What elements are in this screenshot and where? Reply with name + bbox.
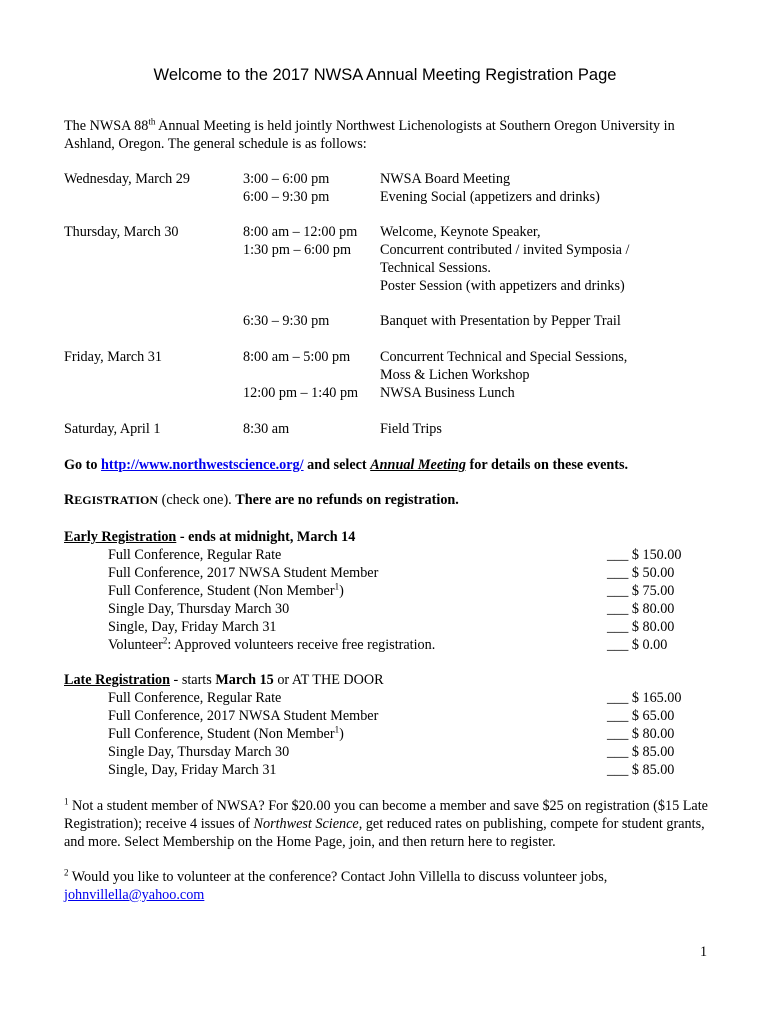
page-number: 1: [700, 944, 708, 960]
late-item: Single Day, Thursday March 30: [108, 744, 290, 760]
late-price[interactable]: ___ $ 80.00: [607, 726, 675, 742]
early-registration-heading: [64, 528, 355, 546]
early-price[interactable]: ___ $ 80.00: [607, 601, 675, 617]
footnote-1: [64, 797, 714, 851]
details-suffix: for details on these events.: [466, 457, 629, 473]
footnote-1-text: Not a student member of NWSA? For $20.00 you can become a member and save $25 on registration ($15 Late Registration); receive 4 issues of: [64, 798, 708, 832]
footnote-mark: 1: [64, 796, 69, 807]
schedule-event: Concurrent Technical and Special Sessions,: [380, 349, 628, 365]
intro-text-2: Annual Meeting is held jointly Northwest Lichenologists at Southern Oregon University in Ashland, Oregon. The general schedule is as follows:: [64, 118, 675, 152]
schedule-event: Technical Sessions.: [380, 260, 491, 276]
early-price[interactable]: ___ $ 150.00: [607, 547, 682, 563]
schedule-event: Poster Session (with appetizers and drinks): [380, 278, 625, 294]
schedule-time: 8:30 am: [243, 421, 290, 437]
schedule-event: Field Trips: [380, 421, 442, 437]
northwestscience-link[interactable]: http://www.northwestscience.org/: [101, 457, 304, 473]
item-label-end: ): [339, 583, 344, 599]
item-label: Full Conference, Student (Non Member: [108, 726, 335, 742]
no-refund-text: There are no refunds on registration.: [235, 492, 459, 508]
early-heading-suffix: - ends at midnight, March 14: [176, 529, 356, 545]
item-label: Full Conference, Student (Non Member: [108, 583, 335, 599]
footnote-ref: 1: [334, 581, 340, 592]
registration-heading: [64, 491, 459, 509]
early-item: Full Conference, Regular Rate: [108, 547, 282, 563]
late-item: Full Conference, Regular Rate: [108, 690, 282, 706]
late-heading-label: Late Registration: [64, 672, 170, 688]
early-item: Single Day, Thursday March 30: [108, 601, 290, 617]
schedule-event: Evening Social (appetizers and drinks): [380, 189, 600, 205]
schedule-event: Banquet with Presentation by Pepper Trail: [380, 313, 621, 329]
early-price[interactable]: ___ $ 80.00: [607, 619, 675, 635]
early-price[interactable]: ___ $ 50.00: [607, 565, 675, 581]
item-label-end: : Approved volunteers receive free registration.: [167, 637, 436, 653]
footnote-mark: 2: [64, 867, 69, 878]
item-label-end: ): [339, 726, 344, 742]
early-price[interactable]: ___ $ 0.00: [607, 637, 668, 653]
details-line: [64, 456, 628, 474]
schedule-time: 1:30 pm – 6:00 pm: [243, 242, 351, 258]
registration-word: EGISTRATION: [74, 493, 159, 507]
details-middle: and select: [303, 457, 371, 473]
late-heading-suffix: or AT THE DOOR: [273, 672, 384, 688]
page-title: Welcome to the 2017 NWSA Annual Meeting Registration Page: [153, 66, 617, 84]
footnote-2-text: Would you like to volunteer at the conference? Contact John Villella to discuss volunteer jobs,: [68, 869, 608, 885]
schedule-day-saturday: Saturday, April 1: [64, 421, 161, 437]
intro-sup: th: [148, 116, 156, 127]
footnote-2: [64, 868, 714, 904]
schedule-day-wednesday: Wednesday, March 29: [64, 171, 190, 187]
journal-name: Northwest Science: [253, 816, 359, 832]
intro-paragraph: [64, 117, 714, 153]
footnote-ref: 2: [162, 635, 168, 646]
schedule-time: 3:00 – 6:00 pm: [243, 171, 330, 187]
early-price[interactable]: ___ $ 75.00: [607, 583, 675, 599]
late-heading-mid: - starts: [170, 672, 216, 688]
late-price[interactable]: ___ $ 65.00: [607, 708, 675, 724]
early-heading-label: Early Registration: [64, 529, 177, 545]
details-prefix: Go to: [64, 457, 102, 473]
schedule-time: 8:00 am – 5:00 pm: [243, 349, 351, 365]
email-link[interactable]: johnvillella@yahoo.com: [64, 887, 205, 903]
late-price[interactable]: ___ $ 85.00: [607, 762, 675, 778]
late-price[interactable]: ___ $ 85.00: [607, 744, 675, 760]
check-one-text: (check one).: [158, 492, 236, 508]
schedule-time: 6:00 – 9:30 pm: [243, 189, 330, 205]
footnote-ref: 1: [334, 724, 340, 735]
early-item: [108, 582, 344, 600]
schedule-event: NWSA Board Meeting: [380, 171, 511, 187]
intro-text-1: The NWSA 88: [64, 118, 149, 134]
schedule-event: NWSA Business Lunch: [380, 385, 515, 401]
early-item: Full Conference, 2017 NWSA Student Member: [108, 565, 379, 581]
late-registration-heading: [64, 671, 384, 689]
footnote-1-text-end: , get reduced rates on publishing, compete for student grants, and more. Select Membership on the Home Page, join, and then return here to register.: [64, 816, 705, 850]
schedule-time: 6:30 – 9:30 pm: [243, 313, 330, 329]
late-heading-date: March 15: [215, 672, 274, 688]
schedule-event: Welcome, Keynote Speaker,: [380, 224, 541, 240]
late-item: Single, Day, Friday March 31: [108, 762, 277, 778]
item-label: Volunteer: [108, 637, 163, 653]
late-price[interactable]: ___ $ 165.00: [607, 690, 682, 706]
late-item: Full Conference, 2017 NWSA Student Member: [108, 708, 379, 724]
schedule-time: 8:00 am – 12:00 pm: [243, 224, 358, 240]
registration-initial: R: [64, 492, 75, 508]
early-item: Single, Day, Friday March 31: [108, 619, 277, 635]
schedule-day-thursday: Thursday, March 30: [64, 224, 179, 240]
late-item: [108, 725, 344, 743]
schedule-day-friday: Friday, March 31: [64, 349, 162, 365]
early-item: [108, 636, 435, 654]
schedule-event: Concurrent contributed / invited Symposia /: [380, 242, 630, 258]
schedule-event: Moss & Lichen Workshop: [380, 367, 530, 383]
schedule-time: 12:00 pm – 1:40 pm: [243, 385, 359, 401]
annual-meeting-link[interactable]: Annual Meeting: [370, 457, 466, 473]
